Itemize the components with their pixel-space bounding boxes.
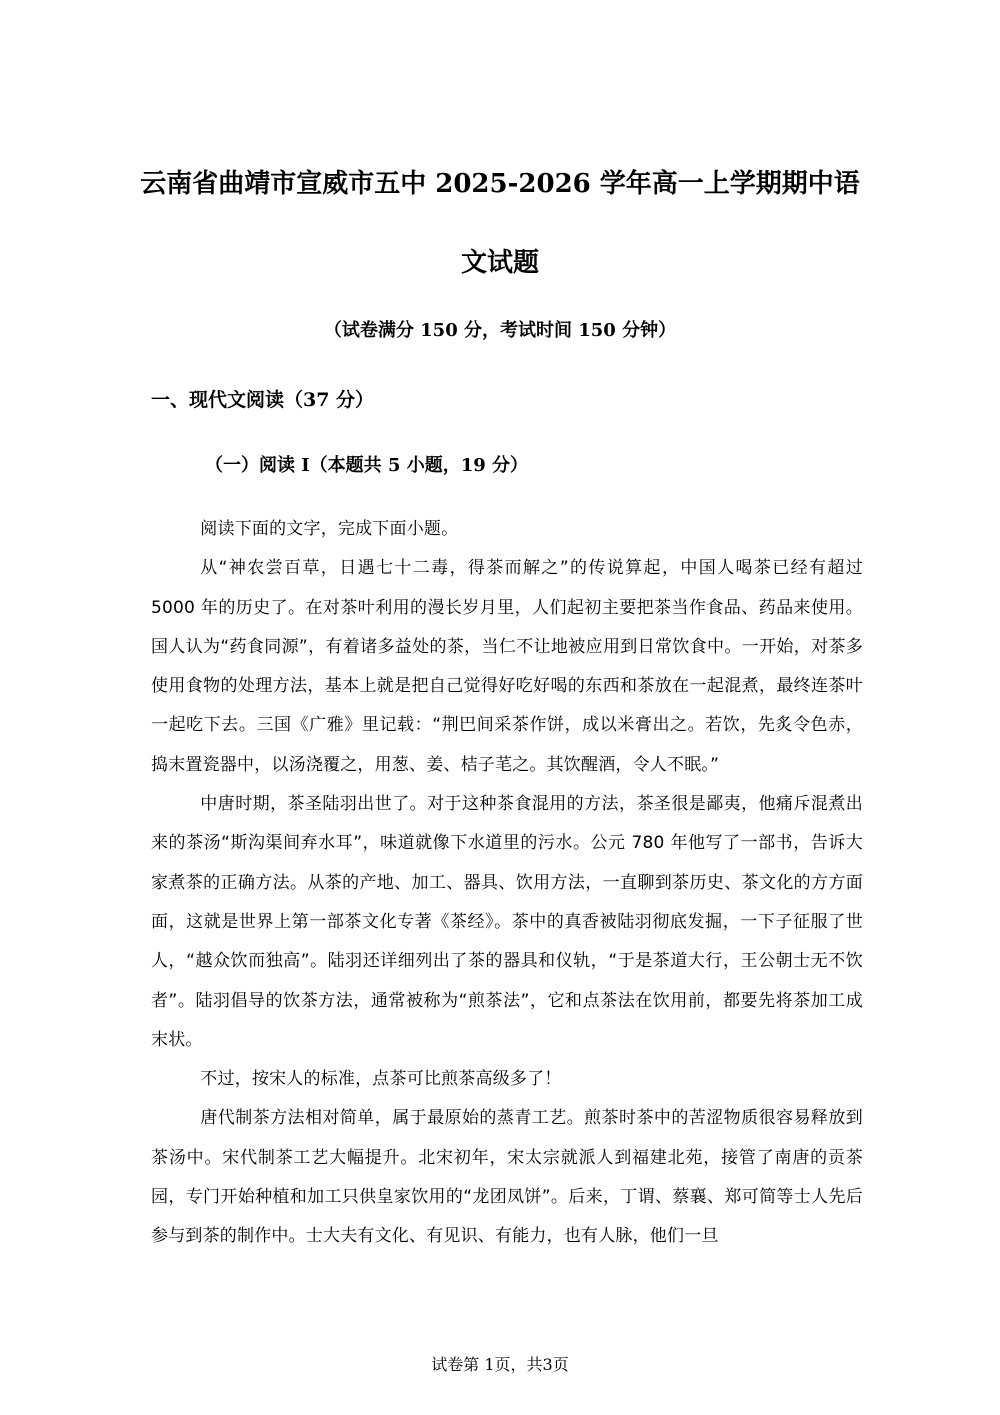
passage-paragraph: 不过，按宋人的标准，点茶可比煎茶高级多了！ (200, 1069, 562, 1090)
reading-passage (151, 510, 863, 1257)
document-title-line-1: 云南省曲靖市宣威市五中 2025-2026 学年高一上学期期中语 (140, 169, 860, 199)
passage-paragraph-instruction: 阅读下面的文字，完成下面小题。 (200, 519, 459, 539)
document-title-line-2: 文试题 (460, 248, 539, 278)
passage-paragraph: 从“神农尝百草，日遇七十二毒，得茶而解之”的传说算起，中国人喝茶已经有超过 5000 年的历史了。在对茶叶利用的漫长岁月里，人们起初主要把茶当作食品、药品来使用。国人认为“药食同源”，有着诸多益处的茶，当仁不让地被应用到日常饮食中。一开始，对茶多使用食物的处理方法，基本上就是把自己觉得好吃好喝的东西和茶放在一起混煮，最终连茶叶一起吃下去。三国《广雅》里记载：“荆巴间采茶作饼，成以米膏出之。若饮，先炙令色赤，捣末置瓷器中，以汤浇覆之，用葱、姜、桔子芼之。其饮醒酒，令人不眠。” (151, 558, 863, 775)
subsection-heading: （一）阅读 I（本题共 5 小题，19 分） (205, 455, 529, 476)
page-footer: 试卷第 1页，共3页 (431, 1355, 569, 1374)
passage-paragraph: 唐代制茶方法相对简单，属于最原始的蒸青工艺。煎茶时茶中的苦涩物质很容易释放到茶汤中。宋代制茶工艺大幅提升。北宋初年，宋太宗就派人到福建北苑，接管了南唐的贡茶园，专门开始种植和加工只供皇家饮用的“龙团凤饼”。后来，丁谓、蔡襄、郑可简等士人先后参与到茶的制作中。士大夫有文化、有见识、有能力，也有人脉，他们一旦 (151, 1108, 863, 1247)
section-heading: 一、现代文阅读（37 分） (151, 389, 375, 411)
passage-paragraph: 中唐时期，茶圣陆羽出世了。对于这种茶食混用的方法，茶圣很是鄙夷，他痛斥混煮出来的茶汤“斯沟渠间弃水耳”，味道就像下水道里的污水。公元 780 年他写了一部书，告诉大家煮茶的正确方法。从茶的产地、加工、器具、饮用方法，一直聊到茶历史、茶文化的方方面面，这就是世界上第一部茶文化专著《茶经》。茶中的真香被陆羽彻底发掘，一下子征服了世人，“越众饮而独高”。陆羽还详细列出了茶的器具和仪轨，“于是茶道大行，王公朝士无不饮者”。陆羽倡导的饮茶方法，通常被称为“煎茶法”，它和点茶法在饮用前，都要先将茶加工成末状。 (151, 794, 863, 1050)
exam-info-subtitle: （试卷满分 150 分，考试时间 150 分钟） (323, 320, 677, 341)
